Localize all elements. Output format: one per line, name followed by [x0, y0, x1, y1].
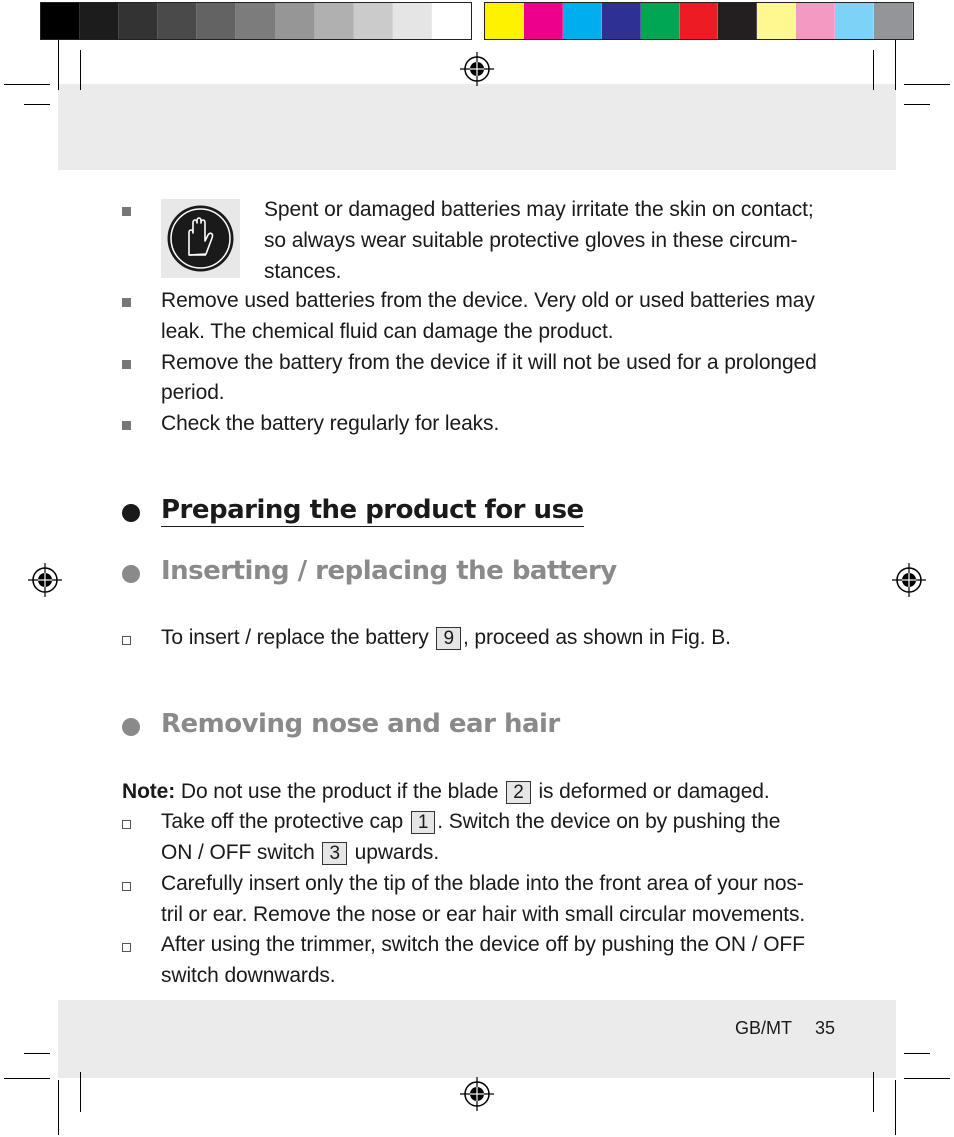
page-number: 35	[815, 1018, 836, 1038]
step-checkbox	[122, 820, 131, 829]
color-swatch	[276, 3, 315, 39]
color-swatch	[315, 3, 354, 39]
color-swatch	[432, 3, 471, 39]
part-reference: 9	[436, 627, 460, 650]
registration-mark-icon	[460, 52, 494, 86]
part-reference: 3	[322, 842, 346, 865]
step-text: switch downwards.	[161, 964, 336, 987]
step-line	[161, 806, 780, 837]
color-swatch	[680, 3, 719, 39]
color-swatch	[835, 3, 874, 39]
registration-mark-icon	[460, 1077, 494, 1111]
step-text: After using the trimmer, switch the device off by pushing the ON / OFF	[161, 933, 805, 956]
color-swatch	[563, 3, 602, 39]
color-swatch	[524, 3, 563, 39]
step-text: tril or ear. Remove the nose or ear hair with small circular movements.	[161, 903, 806, 926]
section-heading-removing: Removing nose and ear hair	[161, 709, 560, 739]
registration-mark-icon	[892, 563, 926, 597]
step-line	[161, 837, 439, 868]
color-swatch	[874, 3, 913, 39]
footer-band	[58, 1000, 896, 1078]
crop-mark	[904, 1053, 930, 1054]
step-text: Carefully insert only the tip of the blade into the front area of your nos-	[161, 872, 804, 895]
note-text: Do not use the product if the blade	[180, 780, 499, 803]
step-checkbox	[122, 943, 131, 952]
crop-mark	[58, 40, 59, 90]
warning-text-line: Check the battery regularly for leaks.	[161, 412, 500, 435]
crop-mark	[904, 1078, 950, 1079]
color-swatch	[757, 3, 796, 39]
step-text: upwards.	[354, 841, 440, 864]
crop-mark	[904, 84, 950, 85]
color-swatch	[119, 3, 158, 39]
heading-bullet	[122, 504, 140, 522]
step-text: , proceed as shown in Fig. B.	[462, 626, 731, 649]
color-swatch	[485, 3, 524, 39]
list-bullet	[122, 360, 131, 369]
part-reference: 2	[506, 781, 530, 804]
color-swatch	[718, 3, 757, 39]
step-checkbox	[122, 636, 131, 645]
warning-text-line: stances.	[264, 260, 342, 283]
process-color-bar	[484, 2, 914, 40]
warning-text-line: Spent or damaged batteries may irritate the skin on contact;	[264, 198, 814, 221]
note-label: Note:	[122, 780, 176, 803]
crop-mark	[80, 1072, 81, 1112]
crop-mark	[24, 104, 50, 105]
heading-bullet	[122, 565, 140, 583]
color-swatch	[80, 3, 119, 39]
registration-mark-icon	[28, 563, 62, 597]
color-swatch	[354, 3, 393, 39]
step-text: To insert / replace the battery	[161, 626, 429, 649]
crop-mark	[895, 40, 896, 90]
insert-step	[161, 622, 731, 653]
color-swatch	[158, 3, 197, 39]
part-reference: 1	[411, 811, 435, 834]
crop-mark	[895, 1080, 896, 1135]
crop-mark	[873, 50, 874, 90]
warning-text-line: Remove used batteries from the device. Very old or used batteries may	[161, 289, 815, 312]
crop-mark	[24, 1053, 50, 1054]
crop-mark	[904, 104, 930, 105]
warning-text-line: Remove the battery from the device if it will not be used for a prolonged	[161, 351, 817, 374]
list-bullet	[122, 207, 131, 216]
warning-text-line: so always wear suitable protective gloves in these circum-	[264, 229, 798, 252]
crop-mark	[80, 50, 81, 90]
header-band	[58, 84, 896, 170]
step-text: Take off the protective cap	[161, 810, 404, 833]
note-text: is deformed or damaged.	[538, 780, 770, 803]
crop-mark	[873, 1072, 874, 1112]
color-swatch	[41, 3, 80, 39]
color-swatch	[197, 3, 236, 39]
protective-gloves-icon	[161, 199, 240, 278]
grayscale-color-bar	[40, 2, 472, 40]
footer-language: GB/MT	[735, 1018, 792, 1038]
crop-mark	[58, 1080, 59, 1135]
color-swatch	[641, 3, 680, 39]
note-paragraph	[122, 776, 770, 807]
crop-mark	[4, 84, 50, 85]
step-text: ON / OFF switch	[161, 841, 315, 864]
color-swatch	[393, 3, 432, 39]
heading-bullet	[122, 718, 140, 736]
list-bullet	[122, 421, 131, 430]
color-swatch	[602, 3, 641, 39]
section-heading-preparing: Preparing the product for use	[161, 495, 584, 525]
crop-mark	[4, 1078, 50, 1079]
section-heading-inserting: Inserting / replacing the battery	[161, 556, 617, 586]
step-text: . Switch the device on by pushing the	[437, 810, 781, 833]
step-checkbox	[122, 882, 131, 891]
list-bullet	[122, 298, 131, 307]
warning-text-line: period.	[161, 381, 225, 404]
warning-text-line: leak. The chemical fluid can damage the product.	[161, 320, 614, 343]
color-swatch	[236, 3, 275, 39]
color-swatch	[796, 3, 835, 39]
